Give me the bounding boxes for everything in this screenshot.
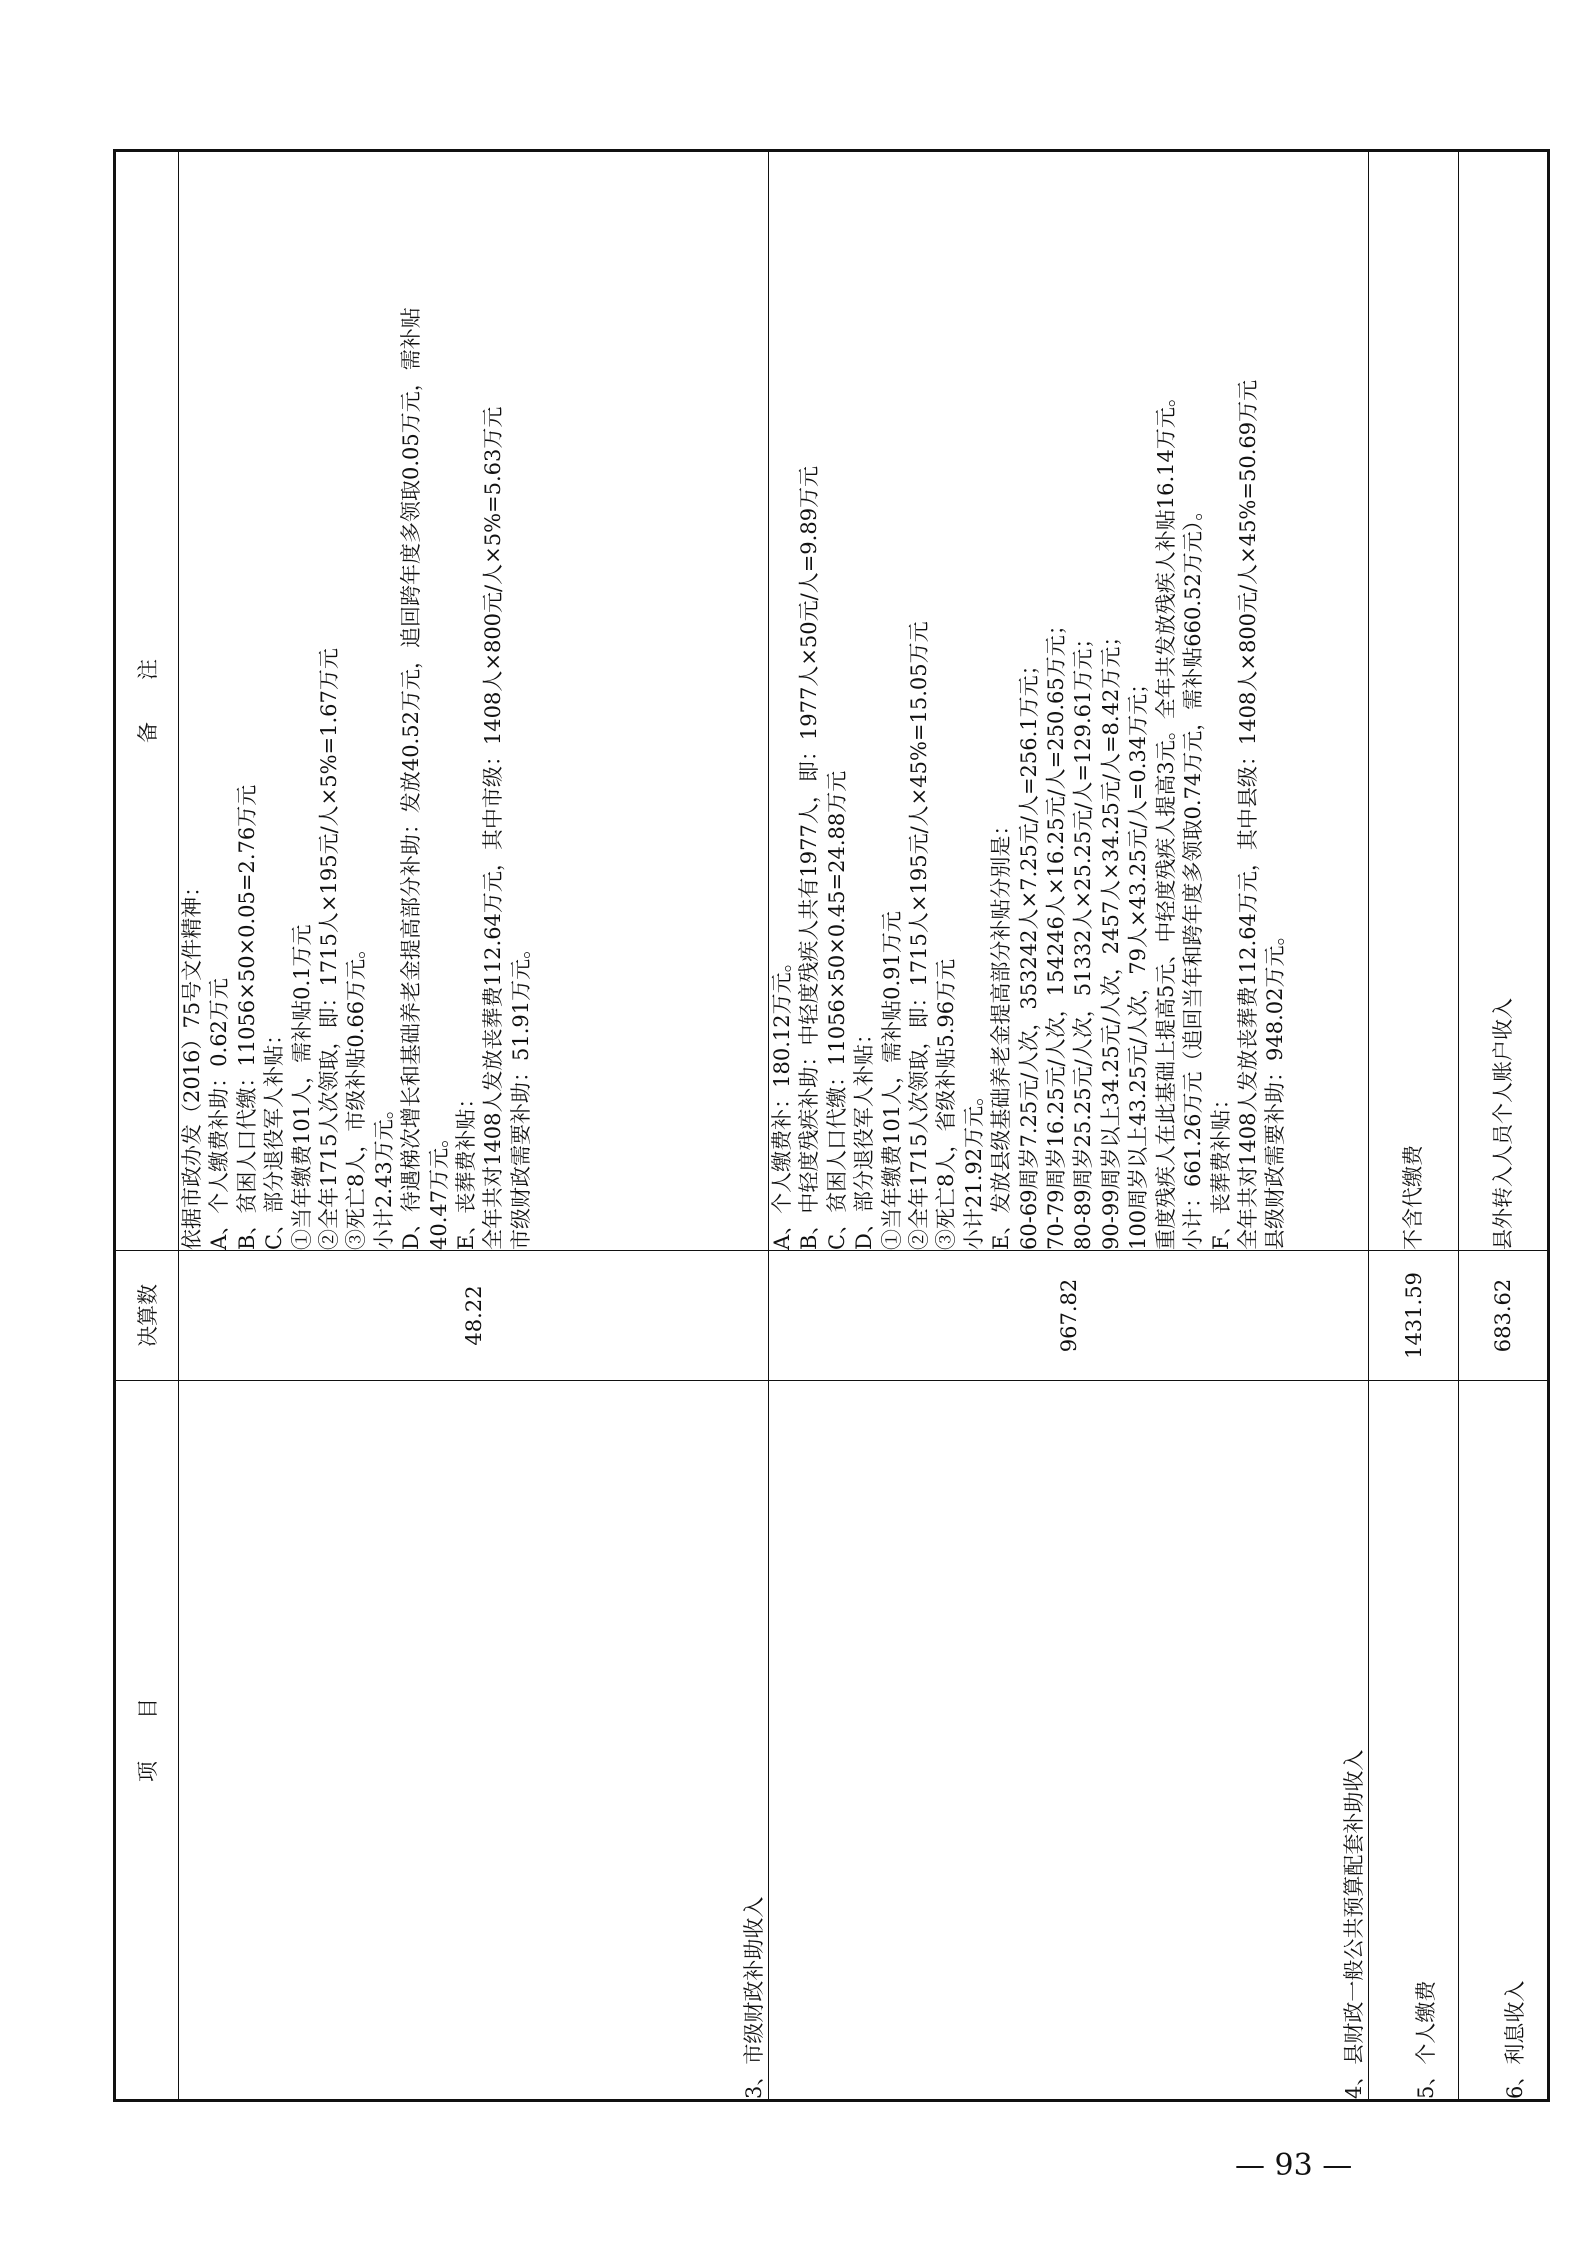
page-number: — 93 — bbox=[1235, 2148, 1353, 2183]
note-line: ②全年1715人次领取，即：1715人×195元/人×5%=1.67万元 bbox=[317, 648, 342, 1250]
table-row bbox=[769, 151, 1369, 2101]
row-note bbox=[1369, 151, 1459, 1251]
note-line: 70-79周岁16.25元/人次，154246人×16.25元/人=250.65万元； bbox=[1044, 614, 1069, 1250]
header-item: 项 目 bbox=[115, 1381, 179, 2101]
note-line: 市级财政需要补助：51.91万元。 bbox=[508, 937, 533, 1250]
note-line: E、丧葬费补贴： bbox=[454, 1087, 479, 1250]
row-note bbox=[769, 151, 1369, 1251]
note-line: 全年共对1408人发放丧葬费112.64万元，其中县级：1408人×800元/人×45%=50.69万元 bbox=[1235, 379, 1260, 1250]
note-line: B、贫困人口代缴：11056×50×0.05=2.76万元 bbox=[234, 784, 259, 1250]
note-line: 80-89周岁25.25元/人次，51332人×25.25元/人=129.61万元； bbox=[1071, 627, 1096, 1250]
row-item: 4、县财政一般公共预算配套补助收入 bbox=[769, 1381, 1369, 2101]
header-note: 备 注 bbox=[115, 151, 179, 1251]
table-row bbox=[1459, 151, 1549, 2101]
note-line: 40.47万元。 bbox=[426, 1126, 451, 1250]
table-row bbox=[1369, 151, 1459, 2101]
row-item: 6、利息收入 bbox=[1459, 1381, 1549, 2101]
note-line: ③死亡8人，市级补贴0.66万元。 bbox=[344, 937, 369, 1250]
note-line: E、发放县级基础养老金提高部分补贴分别是： bbox=[989, 814, 1014, 1250]
row-amount: 48.22 bbox=[179, 1251, 769, 1381]
note-line: F、丧葬费补贴： bbox=[1208, 1088, 1233, 1250]
note-line: D、待遇梯次增长和基础养老金提高部分补助：发放40.52万元，追回跨年度多领取0.05万元，需补贴 bbox=[399, 307, 424, 1250]
note-line: 县外转入人员个人账户收入 bbox=[1490, 998, 1515, 1250]
note-line: A、个人缴费补：180.12万元。 bbox=[770, 951, 794, 1250]
note-line: 小计：661.26万元（追回当年和跨年度多领取0.74万元，需补贴660.52万元）。 bbox=[1181, 499, 1206, 1250]
row-amount: 683.62 bbox=[1459, 1251, 1549, 1381]
note-line: B、中轻度残疾补助：中轻度残疾人共有1977人，即：1977人×50元/人=9.89万元 bbox=[797, 465, 822, 1250]
table-row bbox=[179, 151, 769, 2101]
note-line: 全年共对1408人发放丧葬费112.64万元，其中市级：1408人×800元/人×5%=5.63万元 bbox=[481, 406, 506, 1250]
note-line: 小计21.92万元。 bbox=[961, 1084, 986, 1250]
note-line: 90-99周岁以上34.25元/人次，2457人×34.25元/人=8.42万元； bbox=[1098, 625, 1123, 1250]
header-row bbox=[115, 151, 179, 2101]
note-line: C、贫困人口代缴：11056×50×0.45=24.88万元 bbox=[824, 770, 849, 1250]
note-line: 小计2.43万元。 bbox=[371, 1098, 396, 1250]
row-note bbox=[179, 151, 769, 1251]
note-line: C、部分退役军人补贴： bbox=[262, 1023, 287, 1250]
rotated-table-container bbox=[113, 152, 1527, 2102]
note-line: 重度残疾人在此基础上提高5元、中轻度残疾人提高3元。全年共发放残疾人补贴16.14万元。 bbox=[1153, 386, 1178, 1250]
row-note bbox=[1459, 151, 1549, 1251]
note-line: ①当年缴费101人，需补贴0.91万元 bbox=[879, 911, 904, 1250]
row-amount: 967.82 bbox=[769, 1251, 1369, 1381]
note-line: 依据市政办发（2016）75号文件精神： bbox=[180, 875, 204, 1250]
note-line: 县级财政需要补助：948.02万元。 bbox=[1263, 924, 1288, 1250]
note-line: D、部分退役军人补贴： bbox=[852, 1023, 877, 1250]
row-item: 5、个人缴费 bbox=[1369, 1381, 1459, 2101]
note-line: ③死亡8人，省级补贴5.96万元 bbox=[934, 958, 959, 1250]
note-line: 不含代缴费 bbox=[1401, 1145, 1425, 1250]
row-amount: 1431.59 bbox=[1369, 1251, 1459, 1381]
note-line: ①当年缴费101人，需补贴0.1万元 bbox=[289, 924, 314, 1250]
final-accounts-table bbox=[113, 149, 1550, 2102]
note-line: A、个人缴费补助：0.62万元 bbox=[207, 978, 232, 1250]
header-amount: 决算数 bbox=[115, 1251, 179, 1381]
note-line: ②全年1715人次领取，即：1715人×195元/人×45%=15.05万元 bbox=[907, 621, 932, 1250]
row-item: 3、市级财政补助收入 bbox=[179, 1381, 769, 2101]
note-line: 60-69周岁7.25元/人次，353242人×7.25元/人=256.1万元； bbox=[1016, 654, 1041, 1250]
note-line: 100周岁以上43.25元/人次，79人×43.25元/人=0.34万元； bbox=[1126, 672, 1151, 1250]
